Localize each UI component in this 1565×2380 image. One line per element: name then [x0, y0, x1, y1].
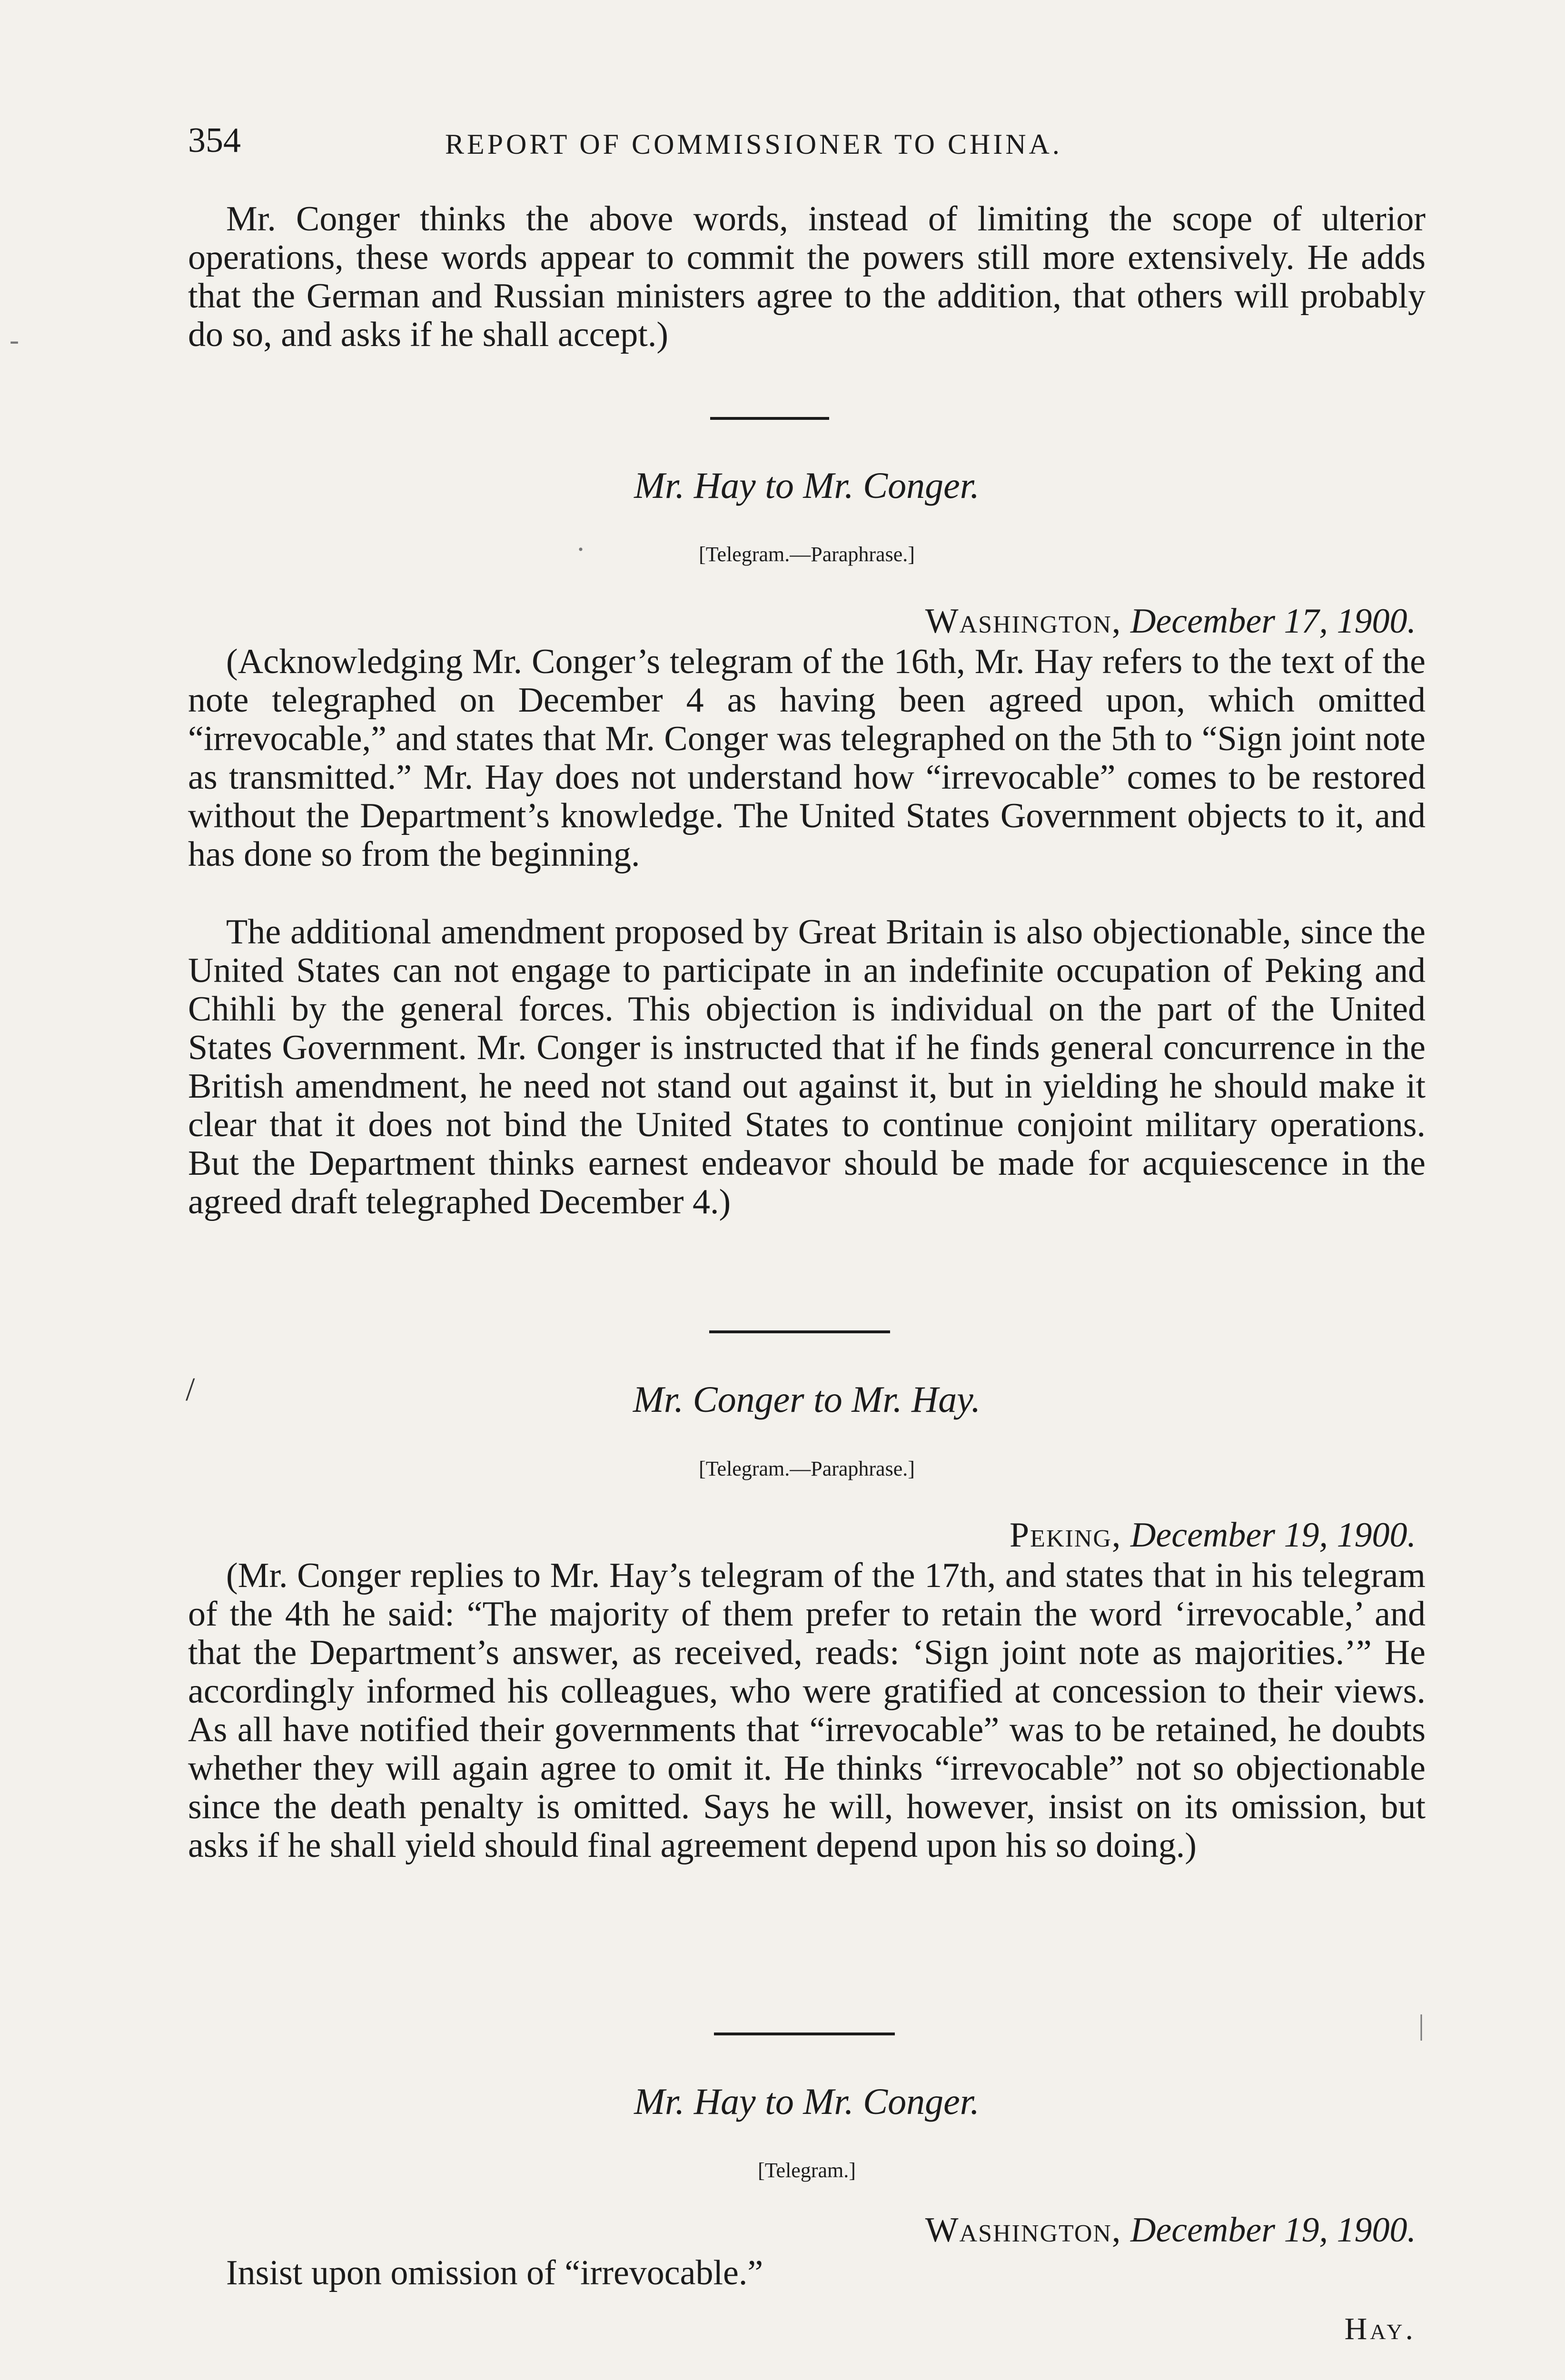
dateline-3: [188, 2209, 1416, 2251]
dateline-place-2: Peking,: [1010, 1516, 1122, 1555]
paragraph-1-2: The additional amendment proposed by Great Britain is also objectionable, since the United States can not engage to participate in an indefinite occupation of Peking and Chihli by the general forces. This objection is individual on the part of the United States Government. Mr. Conger is instructed that if he finds general concurrence in the British amendment, he need not stand out against it, but in yielding he should make it clear that it does not bind the United States to continue conjoint military operations. But the Department thinks earnest endeavor should be made for acquiescence in the agreed draft telegraphed December 4.): [188, 912, 1426, 1221]
telegram-note-1: [Telegram.—Paraphrase.]: [699, 543, 915, 566]
telegram-note-3: [Telegram.]: [758, 2159, 856, 2182]
margin-tick: /: [186, 1371, 195, 1408]
paragraph-3-1: Insist upon omission of “irrevocable.”: [226, 2253, 763, 2292]
margin-mark: -: [10, 324, 19, 356]
page-header: [188, 114, 1430, 167]
dateline-date-2: December 19, 1900.: [1130, 1516, 1416, 1555]
dateline-place-1: Washington,: [925, 602, 1122, 641]
dateline-place-3: Washington,: [925, 2211, 1122, 2250]
section-heading-hay-to-conger-2: Mr. Hay to Mr. Conger.: [634, 2081, 980, 2122]
section-divider: [710, 417, 829, 420]
page-number: 354: [188, 121, 241, 160]
dateline-1: [188, 600, 1416, 643]
margin-mark: |: [1418, 2009, 1425, 2041]
section-heading-hay-to-conger-1: Mr. Hay to Mr. Conger.: [634, 465, 980, 506]
margin-mark: ·: [576, 534, 585, 565]
dateline-date-1: December 17, 1900.: [1130, 602, 1416, 641]
section-divider: [714, 2033, 895, 2035]
signature: Hay.: [1344, 2311, 1416, 2346]
dateline-date-3: December 19, 1900.: [1130, 2211, 1416, 2250]
paragraph-2-1: (Mr. Conger replies to Mr. Hay’s telegram of the 17th, and states that in his telegram of the 4th he said: “The majority of them prefer to retain the word ‘irrevocable,’ and that the Department’s answer, as received, reads: ‘Sign joint note as majorities.’” He accordingly informed his colleagues, who were gratified at concession to their views. As all have notified their governments that “irrevocable” was to be retained, he doubts whether they will again agree to omit it. He thinks “irrevocable” not so objectionable since the death penalty is omitted. Says he will, however, insist on its omission, but asks if he shall yield should final agreement depend upon his so doing.): [188, 1556, 1426, 1865]
dateline-2: [188, 1514, 1416, 1557]
paragraph-1-1: (Acknowledging Mr. Conger’s telegram of the 16th, Mr. Hay refers to the text of the note telegraphed on December 4 as having been agreed upon, which omitted “irrevocable,” and states that Mr. Conger was telegraphed on the 5th to “Sign joint note as transmitted.” Mr. Hay does not understand how “irrevocable” comes to be restored without the Department’s knowledge. The United States Government objects to it, and has done so from the beginning.: [188, 642, 1426, 874]
section-heading-conger-to-hay: Mr. Conger to Mr. Hay.: [633, 1378, 981, 1420]
running-title: REPORT OF COMMISSIONER TO CHINA.: [445, 129, 1062, 160]
telegram-note-2: [Telegram.—Paraphrase.]: [699, 1457, 915, 1480]
section-divider: [709, 1330, 890, 1333]
intro-paragraph: Mr. Conger thinks the above words, instead of limiting the scope of ulterior operations, these words appear to commit the powers still more extensively. He adds that the German and Russian ministers agree to the addition, that others will probably do so, and asks if he shall accept.): [188, 199, 1426, 354]
